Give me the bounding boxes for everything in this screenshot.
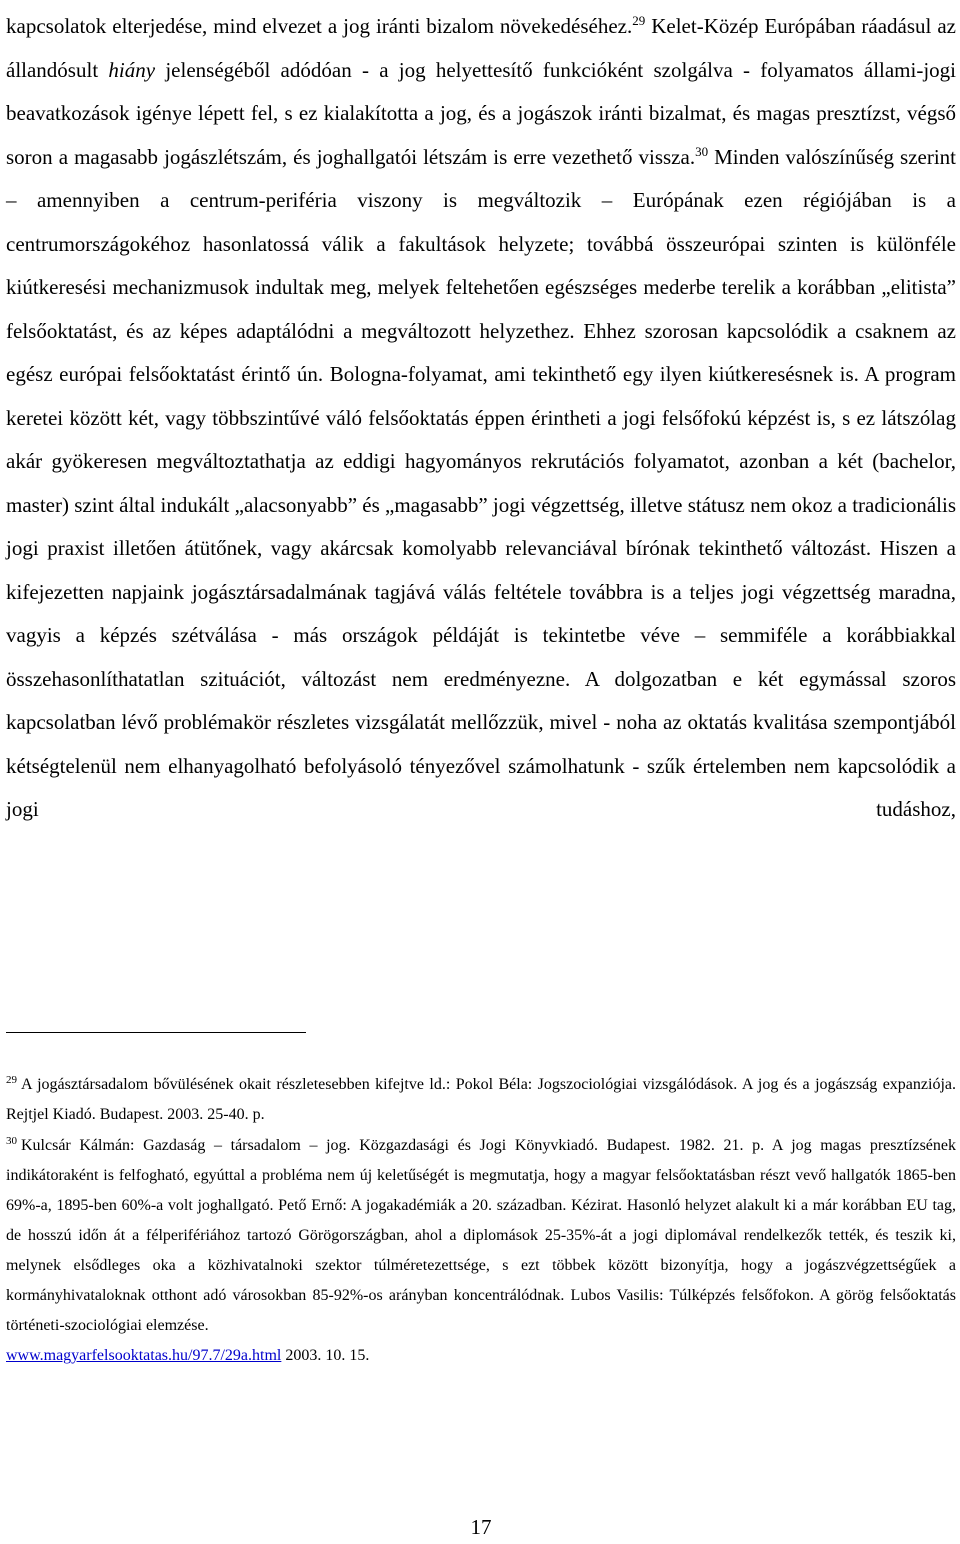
footnote-number: 30 xyxy=(6,1134,17,1147)
footnote-access-date: 2003. 10. 15. xyxy=(281,1347,370,1364)
footnote-text: A jogásztársadalom bővülésének okait részletesebben kifejtve ld.: Pokol Béla: Jogszociológiai vizsgálódások. A jog és a jogászság expanziója. Rejtjel Kiadó. Budapest. 2003. 25-40. p. xyxy=(6,1076,956,1123)
footnote-text: Kulcsár Kálmán: Gazdaság – társadalom – jog. Közgazdasági és Jogi Könyvkiadó. Budapest. 1982. 21. p. A jog magas presztízsének indikátoraként is felfogható, egyúttal a probléma nem új keletűségét is megmutatja, hogy a magyar felsőoktatásban részt vevő hallgatók 1865-ben 69%-a, 1895-ben 60%-a volt joghallgató. Pető Ernő: A jogakadémiák a 20. században. Kézirat. Hasonló helyzet alakult ki a már korábban EU tag, de hosszú időn át a félperifériához tartozó Görögországban, ahol a diplomások 25-35%-át a jogi diplomával rendelkezők tették, és teszik ki, melynek elsődleges oka a közhivatalnoki szektor túlméretezettsége, s ezt többek között bizonyítja, hogy a jogászvégzettségűek a kormányhivataloknak otthont adó városokban 85-92%-os arányban koncentrálódnak. Lubos Vasilis: Túlképzés felsőfokon. A görög felsőoktatás történeti-szociológiai elemzése. xyxy=(6,1137,956,1334)
body-text-segment: jelenségéből adódóan - a jog helyettesítő funkcióként szolgálva - folyamatos állami-jogi beavatkozások igénye lépett fel, s ez kialakította a jog, és a jogászok iránti bizalmat, és magas presztízst, végső soron a magasabb jogászlétszám, és joghallgatói létszám is erre vezethető vissza. xyxy=(6,57,957,169)
footnote-30 xyxy=(6,1131,956,1371)
footnote-reference-29[interactable]: 29 xyxy=(632,13,646,28)
body-text-segment: kapcsolatok elterjedése, mind elvezet a jog iránti bizalom növekedéséhez. xyxy=(6,14,633,38)
footnote-separator xyxy=(6,1032,306,1033)
footnote-reference-30[interactable]: 30 xyxy=(695,143,709,159)
footnote-link[interactable]: www.magyarfelsooktatas.hu/97.7/29a.html xyxy=(6,1347,282,1364)
body-text-segment: Kelet-Közép Európában ráadásul az állandósult xyxy=(6,14,957,82)
footnote-number: 29 xyxy=(6,1073,17,1086)
emphasized-word: hiány xyxy=(108,57,156,82)
footnote-29 xyxy=(6,1070,956,1130)
footnotes xyxy=(6,1070,956,1372)
body-paragraph xyxy=(6,5,956,832)
page-number: 17 xyxy=(470,1515,492,1539)
body-text-segment: Minden valószínűség szerint – amennyiben a centrum-periféria viszony is megváltozik – Európának ezen régiójában is a centrumországokéhoz hasonlatossá válik a fakultások helyzete; továbbá összeurópai szinten is különféle kiútkeresési mechanizmusok indultak meg, melyek feltehetően egészséges mederbe terelik a korábban „elitista” felsőoktatást, és az képes adaptálódni a megváltozott helyzethez. Ehhez szorosan kapcsolódik a csaknem az egész európai felsőoktatást érintő ún. Bologna-folyamat, ami tekinthető egy ilyen kiútkeresésnek is. A program keretei között két, vagy többszintűvé váló felsőoktatás éppen érintheti a jogi felsőfokú képzést is, s ez látszólag akár gyökeresen megváltoztathatja az eddigi hagyományos rekrutációs folyamatot, azonban a két (bachelor, master) szint által indukált „alacsonyabb” és „magasabb” jogi végzettség, illetve státusz nem okoz a tradicionális jogi praxist illetően átütőnek, vagy akárcsak komolyabb relevanciával bírónak tekinthető változást. Hiszen a kifejezetten napjaink jogásztársadalmának tagjává válás feltétele továbbra is a teljes jogi végzettség maradna, vagyis a képzés szétválása - más országok példáját is tekintetbe véve – semmiféle a korábbiakkal összehasonlíthatatlan szituációt, változást nem eredményezne. A dolgozatban e két egymással szoros kapcsolatban lévő problémakör részletes vizsgálatát mellőzzük, mivel - noha az oktatás kvalitása szempontjából kétségtelenül nem elhanyagolható befolyásoló tényezővel számolhatunk - szűk értelemben nem kapcsolódik a jogi tudáshoz, xyxy=(6,144,956,821)
